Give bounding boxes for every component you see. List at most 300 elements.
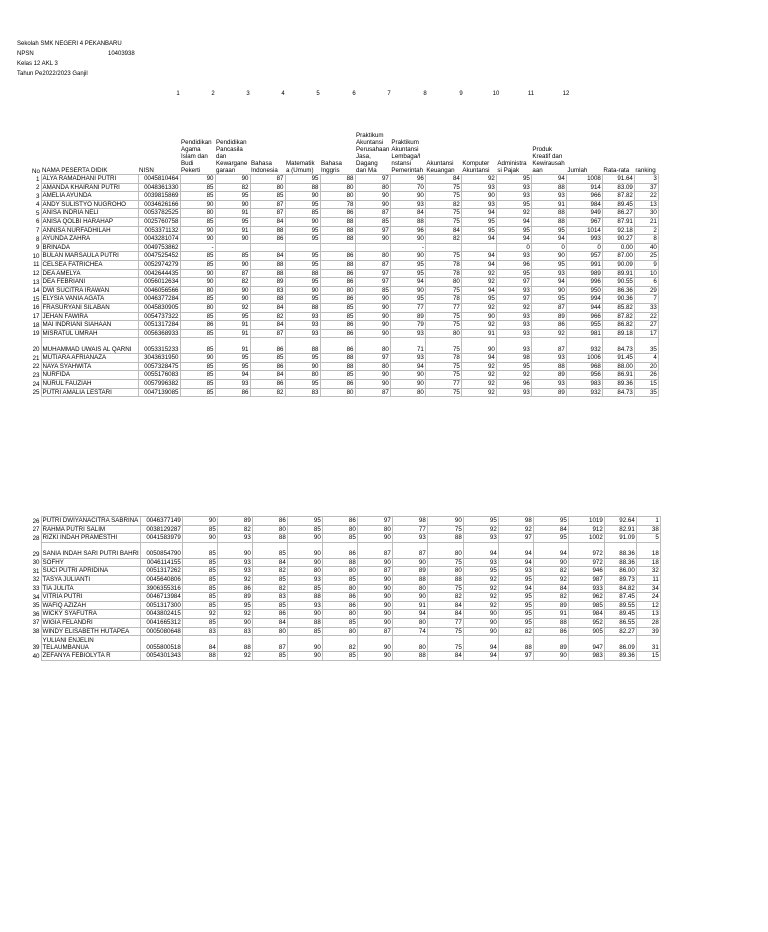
grade-cell: 90 (215, 200, 250, 209)
student-nisn: 0055176083 (138, 371, 180, 380)
row-number: 31 (32, 567, 40, 575)
grade-cell: 85 (182, 567, 217, 576)
grade-cell: 90 (355, 321, 390, 330)
grade-cell: 82 (215, 183, 250, 192)
grade-cell: 77 (425, 303, 461, 312)
grade-cell: 92 (461, 380, 496, 389)
grade-cell: 90 (355, 329, 390, 338)
grade-cell: 88 (322, 558, 357, 567)
grade-cell: 92 (463, 575, 498, 584)
grade-cell: 95 (285, 380, 320, 389)
grade-cell: 80 (427, 567, 463, 576)
total-cell: 983 (568, 652, 604, 661)
grade-cell: 90 (463, 618, 498, 627)
grade-cell: 85 (320, 312, 355, 321)
grade-cell: 89 (217, 593, 252, 602)
table-row (31, 388, 658, 397)
grade-cell: 95 (285, 278, 320, 287)
student-name: MISRATUL UMRAH (41, 329, 138, 338)
grade-cell: 89 (531, 388, 566, 397)
student-nisn: 0025760758 (138, 217, 180, 226)
grade-cell: 75 (425, 286, 461, 295)
table-row (31, 200, 658, 209)
grade-cell: 88 (320, 354, 355, 363)
table-row (31, 380, 658, 389)
ranking-cell: 28 (636, 618, 660, 627)
student-nisn: 0054737322 (138, 312, 180, 321)
grade-cell: 78 (425, 260, 461, 269)
grade-cell: 94 (533, 542, 568, 558)
grade-cell: 84 (427, 601, 463, 610)
column-number: 6 (352, 91, 356, 97)
grade-cell: 92 (461, 278, 496, 287)
ranking-cell: 27 (634, 321, 658, 330)
grade-cell: 87 (357, 542, 392, 558)
grade-cell: 86 (322, 517, 357, 526)
grade-cell: 84 (250, 217, 285, 226)
total-cell: 989 (566, 269, 602, 278)
grade-cell: 84 (533, 584, 568, 593)
table-row (31, 321, 658, 330)
grade-cell: 94 (498, 558, 533, 567)
grade-cell: 90 (287, 610, 322, 619)
grade-cell: 98 (498, 517, 533, 526)
grade-cell: 87 (250, 175, 285, 184)
header-matematika: Matematik a (Umum) (286, 160, 315, 174)
grade-cell: 86 (322, 593, 357, 602)
grade-cell: 93 (285, 329, 320, 338)
grades-table-bottom (31, 516, 661, 661)
grade-cell: 90 (390, 286, 425, 295)
average-cell: 84.82 (604, 584, 636, 593)
average-cell: 90.27 (602, 235, 634, 244)
student-name: TASYA JULIANTI (41, 575, 140, 584)
grade-cell: 93 (531, 269, 566, 278)
average-cell: 91.09 (604, 534, 636, 543)
grade-cell: 88 (533, 618, 568, 627)
grade-cell: 88 (320, 260, 355, 269)
grade-cell: 90 (180, 226, 215, 235)
row-number: 37 (32, 619, 40, 627)
student-name: YULIANI ENJELIN TELAUMBANUA (41, 636, 140, 652)
grade-cell: 85 (182, 525, 217, 534)
table-row (31, 601, 660, 610)
table-row (31, 517, 660, 526)
row-number: 6 (36, 218, 40, 226)
header-rata: Rata-rata (603, 167, 630, 174)
year-label: Tahun Pe2022/2023 Ganjil (17, 71, 88, 77)
average-cell: 86.55 (604, 618, 636, 627)
grade-cell: 90 (217, 542, 252, 558)
grade-cell: - (390, 243, 425, 252)
grade-cell: 90 (285, 286, 320, 295)
grade-cell: 90 (355, 312, 390, 321)
grade-cell: 77 (392, 525, 427, 534)
grade-cell: 84 (425, 226, 461, 235)
grade-cell: 93 (287, 575, 322, 584)
table-row (31, 295, 658, 304)
column-number: 12 (562, 91, 570, 97)
table-row (31, 260, 658, 269)
ranking-cell: 13 (634, 200, 658, 209)
grade-cell: 93 (496, 286, 531, 295)
grade-cell: 90 (390, 192, 425, 201)
total-cell: 932 (566, 338, 602, 354)
grade-cell: 82 (250, 388, 285, 397)
grade-cell: 91 (215, 329, 250, 338)
grade-cell: 88 (250, 295, 285, 304)
grade-cell: 95 (496, 175, 531, 184)
grade-cell: 95 (531, 295, 566, 304)
grade-cell: 92 (461, 388, 496, 397)
grade-cell: 90 (287, 534, 322, 543)
student-nisn: 0046377284 (138, 295, 180, 304)
student-name: MAI INDRIANI SIAHAAN (41, 321, 138, 330)
grade-cell: 80 (322, 567, 357, 576)
grade-cell: 92 (496, 303, 531, 312)
student-name: RIZKI INDAH PRAMESTHI (41, 534, 140, 543)
ranking-cell: 31 (636, 636, 660, 652)
grade-cell: 86 (322, 601, 357, 610)
average-cell: 89.91 (602, 269, 634, 278)
grade-cell: 94 (392, 610, 427, 619)
student-name: AMANDA KHAIRANI PUTRI (41, 183, 138, 192)
row-number: 30 (32, 559, 40, 567)
average-cell: 86.91 (602, 371, 634, 380)
grade-cell: 90 (392, 558, 427, 567)
grade-cell: 80 (252, 627, 287, 636)
grade-cell: 85 (180, 388, 215, 397)
grade-cell: 92 (461, 303, 496, 312)
grade-cell: 85 (252, 601, 287, 610)
student-nisn: 0056012634 (138, 278, 180, 287)
average-cell: 84.73 (602, 338, 634, 354)
grade-cell: 84 (252, 618, 287, 627)
ranking-cell: 35 (634, 388, 658, 397)
grade-cell: 75 (425, 209, 461, 218)
average-cell: 86.27 (602, 209, 634, 218)
ranking-cell: 4 (634, 354, 658, 363)
grade-cell: 82 (427, 593, 463, 602)
npsn-label: NPSN (17, 51, 34, 57)
grade-cell: 85 (180, 380, 215, 389)
grade-cell: 88 (285, 338, 320, 354)
grade-cell: 90 (217, 618, 252, 627)
grade-cell: 80 (285, 371, 320, 380)
grade-cell: 85 (180, 312, 215, 321)
row-number: 9 (36, 244, 40, 252)
ranking-cell: 7 (634, 295, 658, 304)
total-cell: 933 (568, 584, 604, 593)
ranking-cell: 37 (634, 183, 658, 192)
grade-cell: 90 (531, 252, 566, 261)
grade-cell: 95 (498, 601, 533, 610)
table-row (31, 584, 660, 593)
grade-cell: 90 (357, 575, 392, 584)
row-number: 15 (32, 295, 40, 303)
ranking-cell: 30 (634, 209, 658, 218)
average-cell: 89.36 (604, 652, 636, 661)
grade-cell: 77 (427, 618, 463, 627)
table-row (31, 226, 658, 235)
grade-cell: 94 (498, 584, 533, 593)
grade-cell (215, 243, 250, 252)
grade-cell: 90 (357, 618, 392, 627)
average-cell: 92.64 (604, 517, 636, 526)
average-cell: 90.09 (602, 260, 634, 269)
grade-cell: 94 (461, 286, 496, 295)
grade-cell: 90 (357, 558, 392, 567)
total-cell: 932 (566, 388, 602, 397)
grade-cell: 95 (461, 226, 496, 235)
grade-cell: 95 (217, 601, 252, 610)
grade-cell: 92 (215, 303, 250, 312)
table-row (31, 192, 658, 201)
ranking-cell: 5 (636, 534, 660, 543)
grade-cell: 86 (217, 584, 252, 593)
table-row (31, 534, 660, 543)
grade-cell: 94 (531, 235, 566, 244)
grade-cell: 85 (182, 593, 217, 602)
grade-cell: 90 (180, 235, 215, 244)
grade-cell: 95 (285, 200, 320, 209)
grade-cell: 95 (496, 362, 531, 371)
row-number: 16 (32, 304, 40, 312)
student-name: ZEFANYA FEBIOLYTA R (41, 652, 140, 661)
grade-cell (461, 243, 496, 252)
grade-cell: 85 (182, 584, 217, 593)
grade-cell: 94 (390, 278, 425, 287)
student-nisn: 0041583979 (140, 534, 182, 543)
grade-cell: 75 (425, 362, 461, 371)
header-komputer: Komputer Akuntansi (462, 160, 490, 174)
average-cell: 86.36 (602, 286, 634, 295)
grade-cell: 90 (355, 200, 390, 209)
average-cell: 91.45 (602, 354, 634, 363)
grade-cell: 90 (287, 636, 322, 652)
table-row (31, 269, 658, 278)
grade-cell: 75 (425, 217, 461, 226)
header-pajak: Administra si Pajak (497, 160, 527, 174)
row-number: 20 (32, 346, 40, 354)
student-name: BRINADA (41, 243, 138, 252)
grade-cell: 82 (215, 278, 250, 287)
grade-cell: 90 (180, 278, 215, 287)
header-ranking: ranking (635, 167, 656, 174)
grade-cell: 90 (285, 217, 320, 226)
row-number: 25 (32, 389, 40, 397)
student-nisn: 0049753862 (138, 243, 180, 252)
total-cell: 1019 (568, 517, 604, 526)
grade-cell: 80 (355, 252, 390, 261)
grade-cell: 85 (355, 286, 390, 295)
grade-cell: 95 (531, 260, 566, 269)
ranking-cell: 6 (634, 278, 658, 287)
grade-cell: 84 (250, 321, 285, 330)
row-number: 23 (32, 371, 40, 379)
grade-cell: 88 (498, 636, 533, 652)
student-name: ANNISA NURFADHILAH (41, 226, 138, 235)
grade-cell: 75 (425, 321, 461, 330)
grade-cell: 86 (250, 362, 285, 371)
grade-cell: 94 (463, 636, 498, 652)
table-row (31, 362, 658, 371)
grade-cell: 95 (461, 295, 496, 304)
student-nisn: 0057996382 (138, 380, 180, 389)
table-row (31, 627, 660, 636)
grade-cell: 96 (496, 380, 531, 389)
grade-cell: 96 (390, 175, 425, 184)
grade-cell: 86 (320, 295, 355, 304)
ranking-cell: 8 (634, 235, 658, 244)
grade-cell: 87 (355, 209, 390, 218)
average-cell: 87.91 (602, 217, 634, 226)
grade-cell: 88 (217, 636, 252, 652)
grade-cell: 93 (496, 338, 531, 354)
grade-cell: 80 (320, 286, 355, 295)
student-name: SUCI PUTRI APRIDINA (41, 567, 140, 576)
grade-cell: 86 (215, 388, 250, 397)
grade-cell: 91 (392, 601, 427, 610)
column-number: 1 (176, 91, 180, 97)
grade-cell: 96 (390, 226, 425, 235)
grade-cell: 95 (287, 517, 322, 526)
grade-cell: 78 (320, 200, 355, 209)
total-cell: 950 (566, 286, 602, 295)
grade-cell: 86 (320, 329, 355, 338)
grade-cell: 86 (320, 209, 355, 218)
grade-cell: 97 (355, 278, 390, 287)
table-row (31, 329, 658, 338)
grade-cell: 95 (498, 618, 533, 627)
row-number: 14 (32, 287, 40, 295)
student-nisn: 0034626166 (138, 200, 180, 209)
grade-cell: 85 (287, 627, 322, 636)
grade-cell: 85 (215, 252, 250, 261)
grade-cell: 80 (252, 525, 287, 534)
grade-cell: 93 (461, 200, 496, 209)
grade-cell: 86 (250, 338, 285, 354)
grade-cell: 92 (461, 175, 496, 184)
grade-cell: 90 (533, 652, 568, 661)
grade-cell: 85 (320, 371, 355, 380)
student-name: JEHAN FAWIRA (41, 312, 138, 321)
grade-cell: 78 (425, 354, 461, 363)
grade-cell: 89 (533, 601, 568, 610)
average-cell: 87.82 (602, 312, 634, 321)
grade-cell: 82 (498, 627, 533, 636)
header-nisn: NISN (139, 167, 154, 174)
grade-cell: 97 (498, 534, 533, 543)
ranking-cell: 18 (636, 542, 660, 558)
grade-cell: 85 (322, 652, 357, 661)
student-name: PUTRI DWIYANACITRA SABRINA (42, 517, 139, 524)
grade-cell: 90 (357, 601, 392, 610)
grade-cell: 88 (531, 362, 566, 371)
grade-cell: 85 (252, 652, 287, 661)
grade-cell: 70 (390, 183, 425, 192)
total-cell: 1006 (566, 354, 602, 363)
grade-cell: 87 (215, 269, 250, 278)
total-cell: 984 (568, 610, 604, 619)
row-number: 39 (32, 644, 40, 652)
average-cell: 92.18 (602, 226, 634, 235)
total-cell: 985 (568, 601, 604, 610)
student-nisn: 0055800518 (140, 636, 182, 652)
grade-cell: 75 (427, 627, 463, 636)
header-produk: Produk Kreatif dan Kewirausah aan (532, 146, 565, 174)
header-keuangan: Akuntansi Keuangan (426, 160, 455, 174)
grade-cell: 95 (285, 354, 320, 363)
grade-cell: 94 (461, 260, 496, 269)
grade-cell: 80 (320, 183, 355, 192)
student-name: WAFIQ AZIZAH (41, 601, 140, 610)
student-nisn: 0057328475 (138, 362, 180, 371)
total-cell: 966 (566, 192, 602, 201)
grade-cell: 84 (427, 610, 463, 619)
grade-cell: 93 (215, 380, 250, 389)
average-cell: 87.82 (602, 192, 634, 201)
total-cell: 946 (568, 567, 604, 576)
grade-cell: 97 (496, 295, 531, 304)
grade-cell: 90 (531, 286, 566, 295)
ranking-cell: 18 (636, 558, 660, 567)
grade-cell: 87 (250, 329, 285, 338)
grade-cell: 86 (320, 252, 355, 261)
table-row (31, 183, 658, 192)
average-cell: 89.36 (602, 380, 634, 389)
grade-cell: 87 (531, 303, 566, 312)
grade-cell: 84 (252, 558, 287, 567)
grade-cell: 90 (355, 371, 390, 380)
student-nisn: 0046114155 (140, 558, 182, 567)
grade-cell: 75 (425, 192, 461, 201)
row-number: 11 (33, 261, 40, 269)
grade-cell: 94 (461, 252, 496, 261)
ranking-cell: 25 (634, 252, 658, 261)
row-number: 3 (36, 192, 40, 200)
student-name: CELSEA FATRICHEA (41, 260, 138, 269)
grade-cell: 79 (390, 321, 425, 330)
grade-cell: 86 (322, 542, 357, 558)
grade-cell: 88 (252, 534, 287, 543)
grade-cell: 80 (180, 303, 215, 312)
grade-cell: 93 (496, 329, 531, 338)
header-praktikum-jasa: Praktikum Akuntansi Perusahaan Jasa, Dagang dan Ma (356, 132, 390, 174)
grade-cell: 85 (180, 252, 215, 261)
student-nisn: 0038129287 (140, 525, 182, 534)
total-cell: 993 (566, 235, 602, 244)
grade-cell: 95 (215, 192, 250, 201)
row-number: 38 (32, 628, 40, 636)
grade-cell: 94 (461, 209, 496, 218)
average-cell: 84.73 (602, 388, 634, 397)
row-number: 28 (32, 534, 40, 542)
grade-cell: 84 (250, 252, 285, 261)
grade-cell: 90 (463, 627, 498, 636)
grade-cell: 87 (250, 200, 285, 209)
grade-cell: 95 (215, 217, 250, 226)
total-cell: 981 (566, 329, 602, 338)
ranking-cell: 32 (636, 567, 660, 576)
student-nisn: 0048361330 (138, 183, 180, 192)
grade-cell (250, 243, 285, 252)
grade-cell: 83 (182, 627, 217, 636)
grade-cell: 85 (285, 209, 320, 218)
student-name: ANDY SULISTYO NUGROHO (41, 200, 138, 209)
grade-cell: 93 (390, 200, 425, 209)
grade-cell: 80 (392, 584, 427, 593)
